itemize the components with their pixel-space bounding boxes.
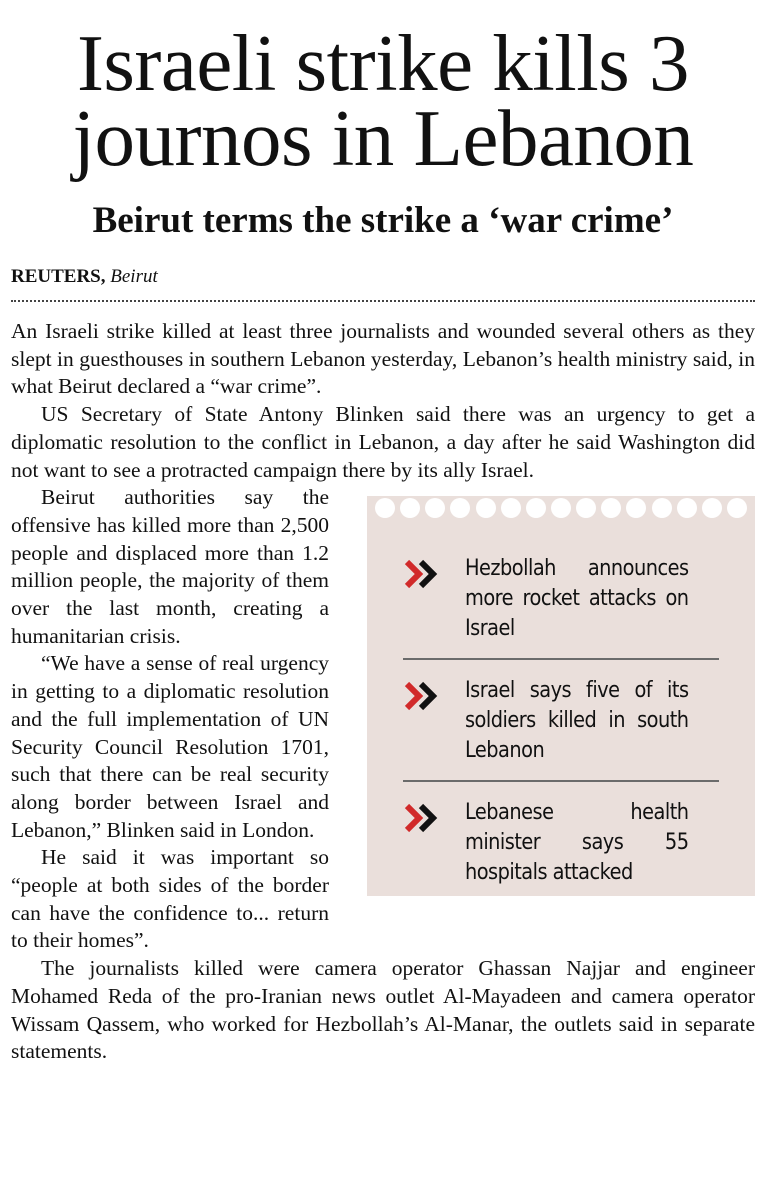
double-chevron-right-icon	[403, 676, 447, 716]
headline-line-2: journos in Lebanon	[72, 93, 694, 183]
double-chevron-right-icon	[403, 554, 447, 594]
article-paragraph-5: He said it was important so “people at both sides of the border can have the confidence to... return to their homes”.	[11, 845, 329, 953]
highlight-item	[403, 798, 719, 888]
highlight-text: Hezbollah announces more rocket attacks on Israel	[465, 556, 689, 642]
byline-place: Beirut	[110, 266, 158, 287]
notepad-holes	[367, 496, 755, 526]
dotted-divider	[11, 300, 755, 302]
subheadline: Beirut terms the strike a ‘war crime’	[92, 200, 674, 241]
headline	[0, 18, 766, 183]
article-paragraph-3: Beirut authorities say the offensive has killed more than 2,500 people and displaced more than 1.2 million people, the majority of them over the last month, creating a humanitarian crisis.	[11, 485, 329, 648]
article-paragraph-6: The journalists killed were camera operator Ghassan Najjar and engineer Mohamed Reda of the pro-Iranian news outlet Al-Mayadeen and camera operator Wissam Qassem, who worked for Hezbollah’s Al-Manar, the outlets said in separate statements.	[11, 956, 755, 1064]
highlight-separator	[403, 658, 719, 660]
article-paragraph-1: An Israeli strike killed at least three journalists and wounded several others as they slept in guesthouses in southern Lebanon yesterday, Lebanon’s health ministry said, in what Beirut declared a “war crime”.	[11, 319, 755, 399]
byline-agency: REUTERS,	[11, 266, 106, 287]
headline-line-1: Israeli strike kills 3	[76, 18, 690, 108]
highlight-text: Israel says five of its soldiers killed in south Lebanon	[465, 678, 689, 764]
highlight-item	[403, 676, 719, 766]
highlight-separator	[403, 780, 719, 782]
highlight-item	[403, 554, 719, 644]
article-paragraph-4: “We have a sense of real urgency in getting to a diplomatic resolution and the full implementation of UN Security Council Resolution 1701, such that there can be real security along border between Israel and Lebanon,” Blinken said in London.	[11, 651, 329, 842]
article-paragraph-2: US Secretary of State Antony Blinken said there was an urgency to get a diplomatic resolution to the conflict in Lebanon, a day after he said Washington did not want to see a protracted campaign there by its ally Israel.	[11, 402, 755, 482]
article-body	[11, 318, 755, 1066]
highlights-box	[367, 496, 755, 896]
double-chevron-right-icon	[403, 798, 447, 838]
highlight-text: Lebanese health minister says 55 hospitals attacked	[465, 800, 689, 886]
byline	[11, 266, 158, 288]
